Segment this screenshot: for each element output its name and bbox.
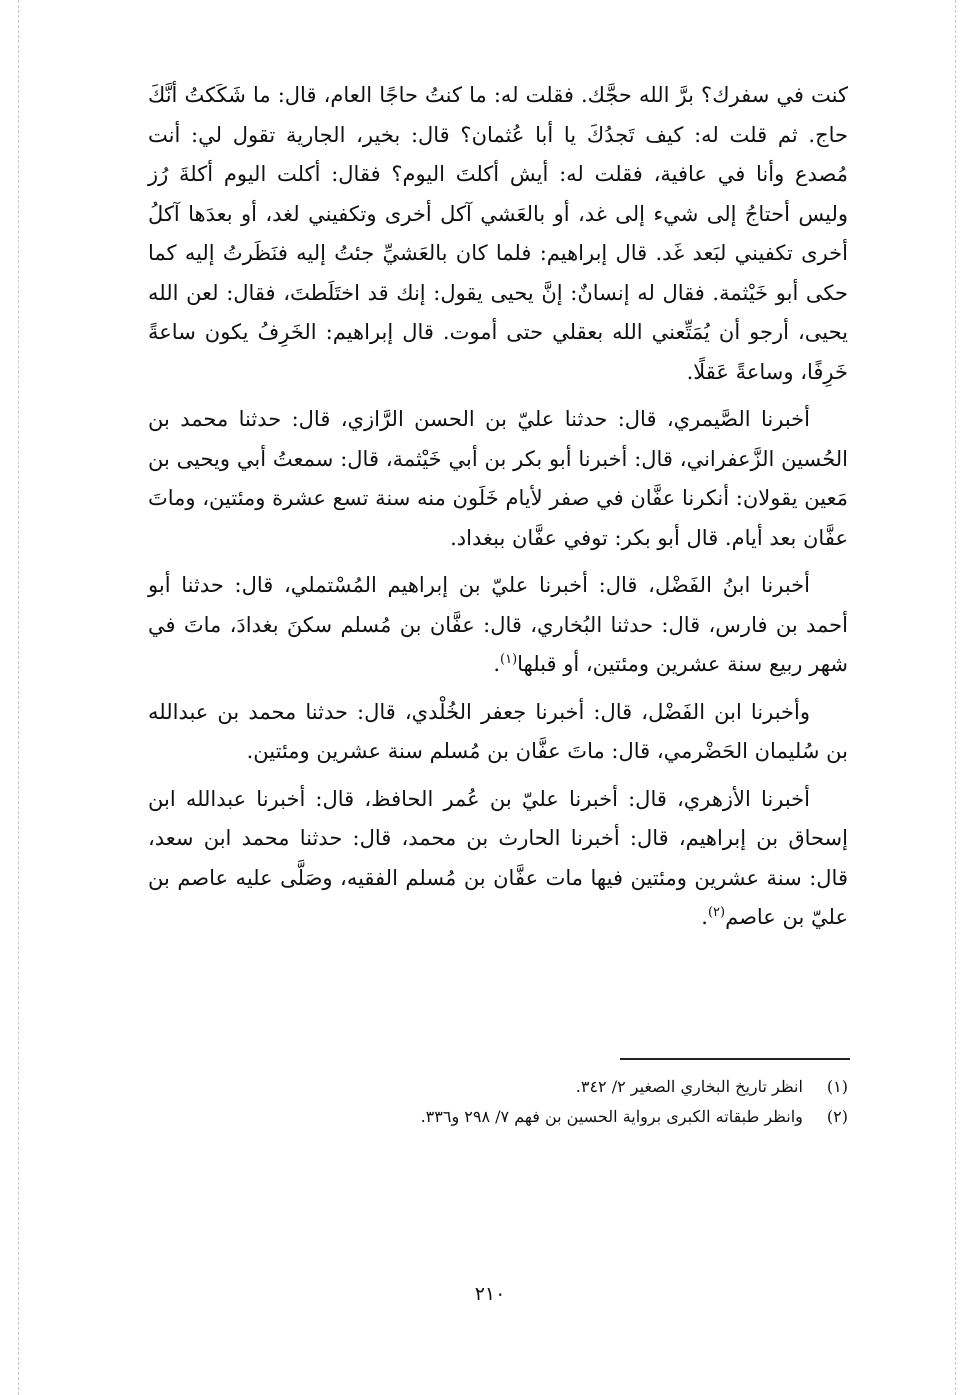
scan-edge-line-left	[18, 0, 19, 1395]
paragraph-5: أخبرنا الأزهري، قال: أخبرنا عليّ بن عُمر الحافظ، قال: أخبرنا عبدالله ابن إسحاق بن إبراهيم، قال: أخبرنا الحارث بن محمد، قال: حدثنا محمد ابن سعد، قال: سنة عشرين ومئتين فيها مات عفَّان بن مُسلم الفقيه، وصَلَّى عليه عاصم بن عليّ بن عاصم$^{(٢)}$.	[148, 786, 848, 929]
paragraph-1: كنت في سفرك؟ برَّ الله حجَّك. فقلت له: ما كنتُ حاجًا العام، قال: ما شَكَكتُ أنَّكَ حاج. ثم قلت له: كيف تَجدُكَ يا أبا عُثمان؟ قال: بخير، الجارية تقول لي: أنت مُصدع وأنا في عافية، فقلت له: أيش أكلتَ اليوم؟ فقال: أكلت اليوم أكلةَ رُز وليس أحتاجُ إلى شيء إلى غد، أو بالعَشي آكل أخرى وتكفيني لغد، أو بعدَها آكلُ أخرى تكفيني لبَعد غَد. قال إبراهيم: فلما كان بالعَشيِّ جئتُ إليه فنَظَرتُ إليه كما حكى أبو خَيْثمة. فقال له إنسانٌ: إنَّ يحيى يقول: إنك قد اختَلَطتَ، فقال: لعن الله يحيى، أرجو أن يُمَتِّعني الله بعقلي حتى أموت. قال إبراهيم: الخَرِفُ يكون ساعةً خَرِفًا، وساعةً عَقلًا.	[148, 83, 848, 384]
scan-edge-line-right	[955, 0, 956, 1395]
paragraph-4: وأخبرنا ابن الفَضْل، قال: أخبرنا جعفر الخُلْدي، قال: حدثنا محمد بن عبدالله بن سُليمان الحَضْرمي، قال: ماتَ عفَّان بن مُسلم سنة عشرين ومئتين.	[148, 699, 848, 763]
footnote-ref-1[interactable]: (١)	[500, 652, 518, 667]
footnote-2	[300, 1102, 848, 1132]
paragraph-3: أخبرنا ابنُ الفَضْل، قال: أخبرنا عليّ بن إبراهيم المُسْتملي، قال: حدثنا أبو أحمد بن فارس، قال: حدثنا البُخاري، قال: عفَّان بن مُسلم سكنَ بغدادَ، ماتَ في شهر ربيع سنة عشرين ومئتين، أو قبلها$^{(١)}$.	[148, 573, 848, 676]
main-text	[148, 76, 848, 938]
page-number: ٢١٠	[474, 1283, 506, 1305]
footnote-number: (٢)	[826, 1107, 848, 1126]
footnote-1	[300, 1072, 848, 1102]
paragraph-3-text: أخبرنا ابنُ الفَضْل، قال: أخبرنا عليّ بن إبراهيم المُسْتملي، قال: حدثنا أبو أحمد بن فارس، قال: حدثنا البُخاري، قال: عفَّان بن مُسلم سكنَ بغدادَ، ماتَ في شهر ربيع سنة عشرين ومئتين، أو قبلها	[148, 573, 848, 676]
footnotes	[300, 1072, 848, 1132]
paragraph-5-text: أخبرنا الأزهري، قال: أخبرنا عليّ بن عُمر الحافظ، قال: أخبرنا عبدالله ابن إسحاق بن إبراهيم، قال: أخبرنا الحارث بن محمد، قال: حدثنا محمد ابن سعد، قال: سنة عشرين ومئتين فيها مات عفَّان بن مُسلم الفقيه، وصَلَّى عليه عاصم بن عليّ بن عاصم	[148, 786, 848, 929]
footnote-text: انظر تاريخ البخاري الصغير ٢/ ٣٤٢.	[575, 1077, 803, 1096]
footnote-text: وانظر طبقاته الكبرى برواية الحسين بن فهم ٧/ ٢٩٨ و٣٣٦.	[420, 1107, 803, 1126]
paragraph-2: أخبرنا الصَّيمري، قال: حدثنا عليّ بن الحسن الرَّازي، قال: حدثنا محمد بن الحُسين الزَّعفراني، قال: أخبرنا أبو بكر بن أبي خَيْثمة، قال: سمعتُ أبي ويحيى بن مَعين يقولان: أنكرنا عفَّان في صفر لأيام خَلَون منه سنة تسع عشرة ومئتين، وماتَ عفَّان بعد أيام. قال أبو بكر: توفي عفَّان ببغداد.	[148, 407, 848, 550]
footnote-ref-2[interactable]: (٢)	[707, 905, 726, 920]
footnote-number: (١)	[826, 1077, 848, 1096]
footnote-divider	[620, 1058, 850, 1060]
